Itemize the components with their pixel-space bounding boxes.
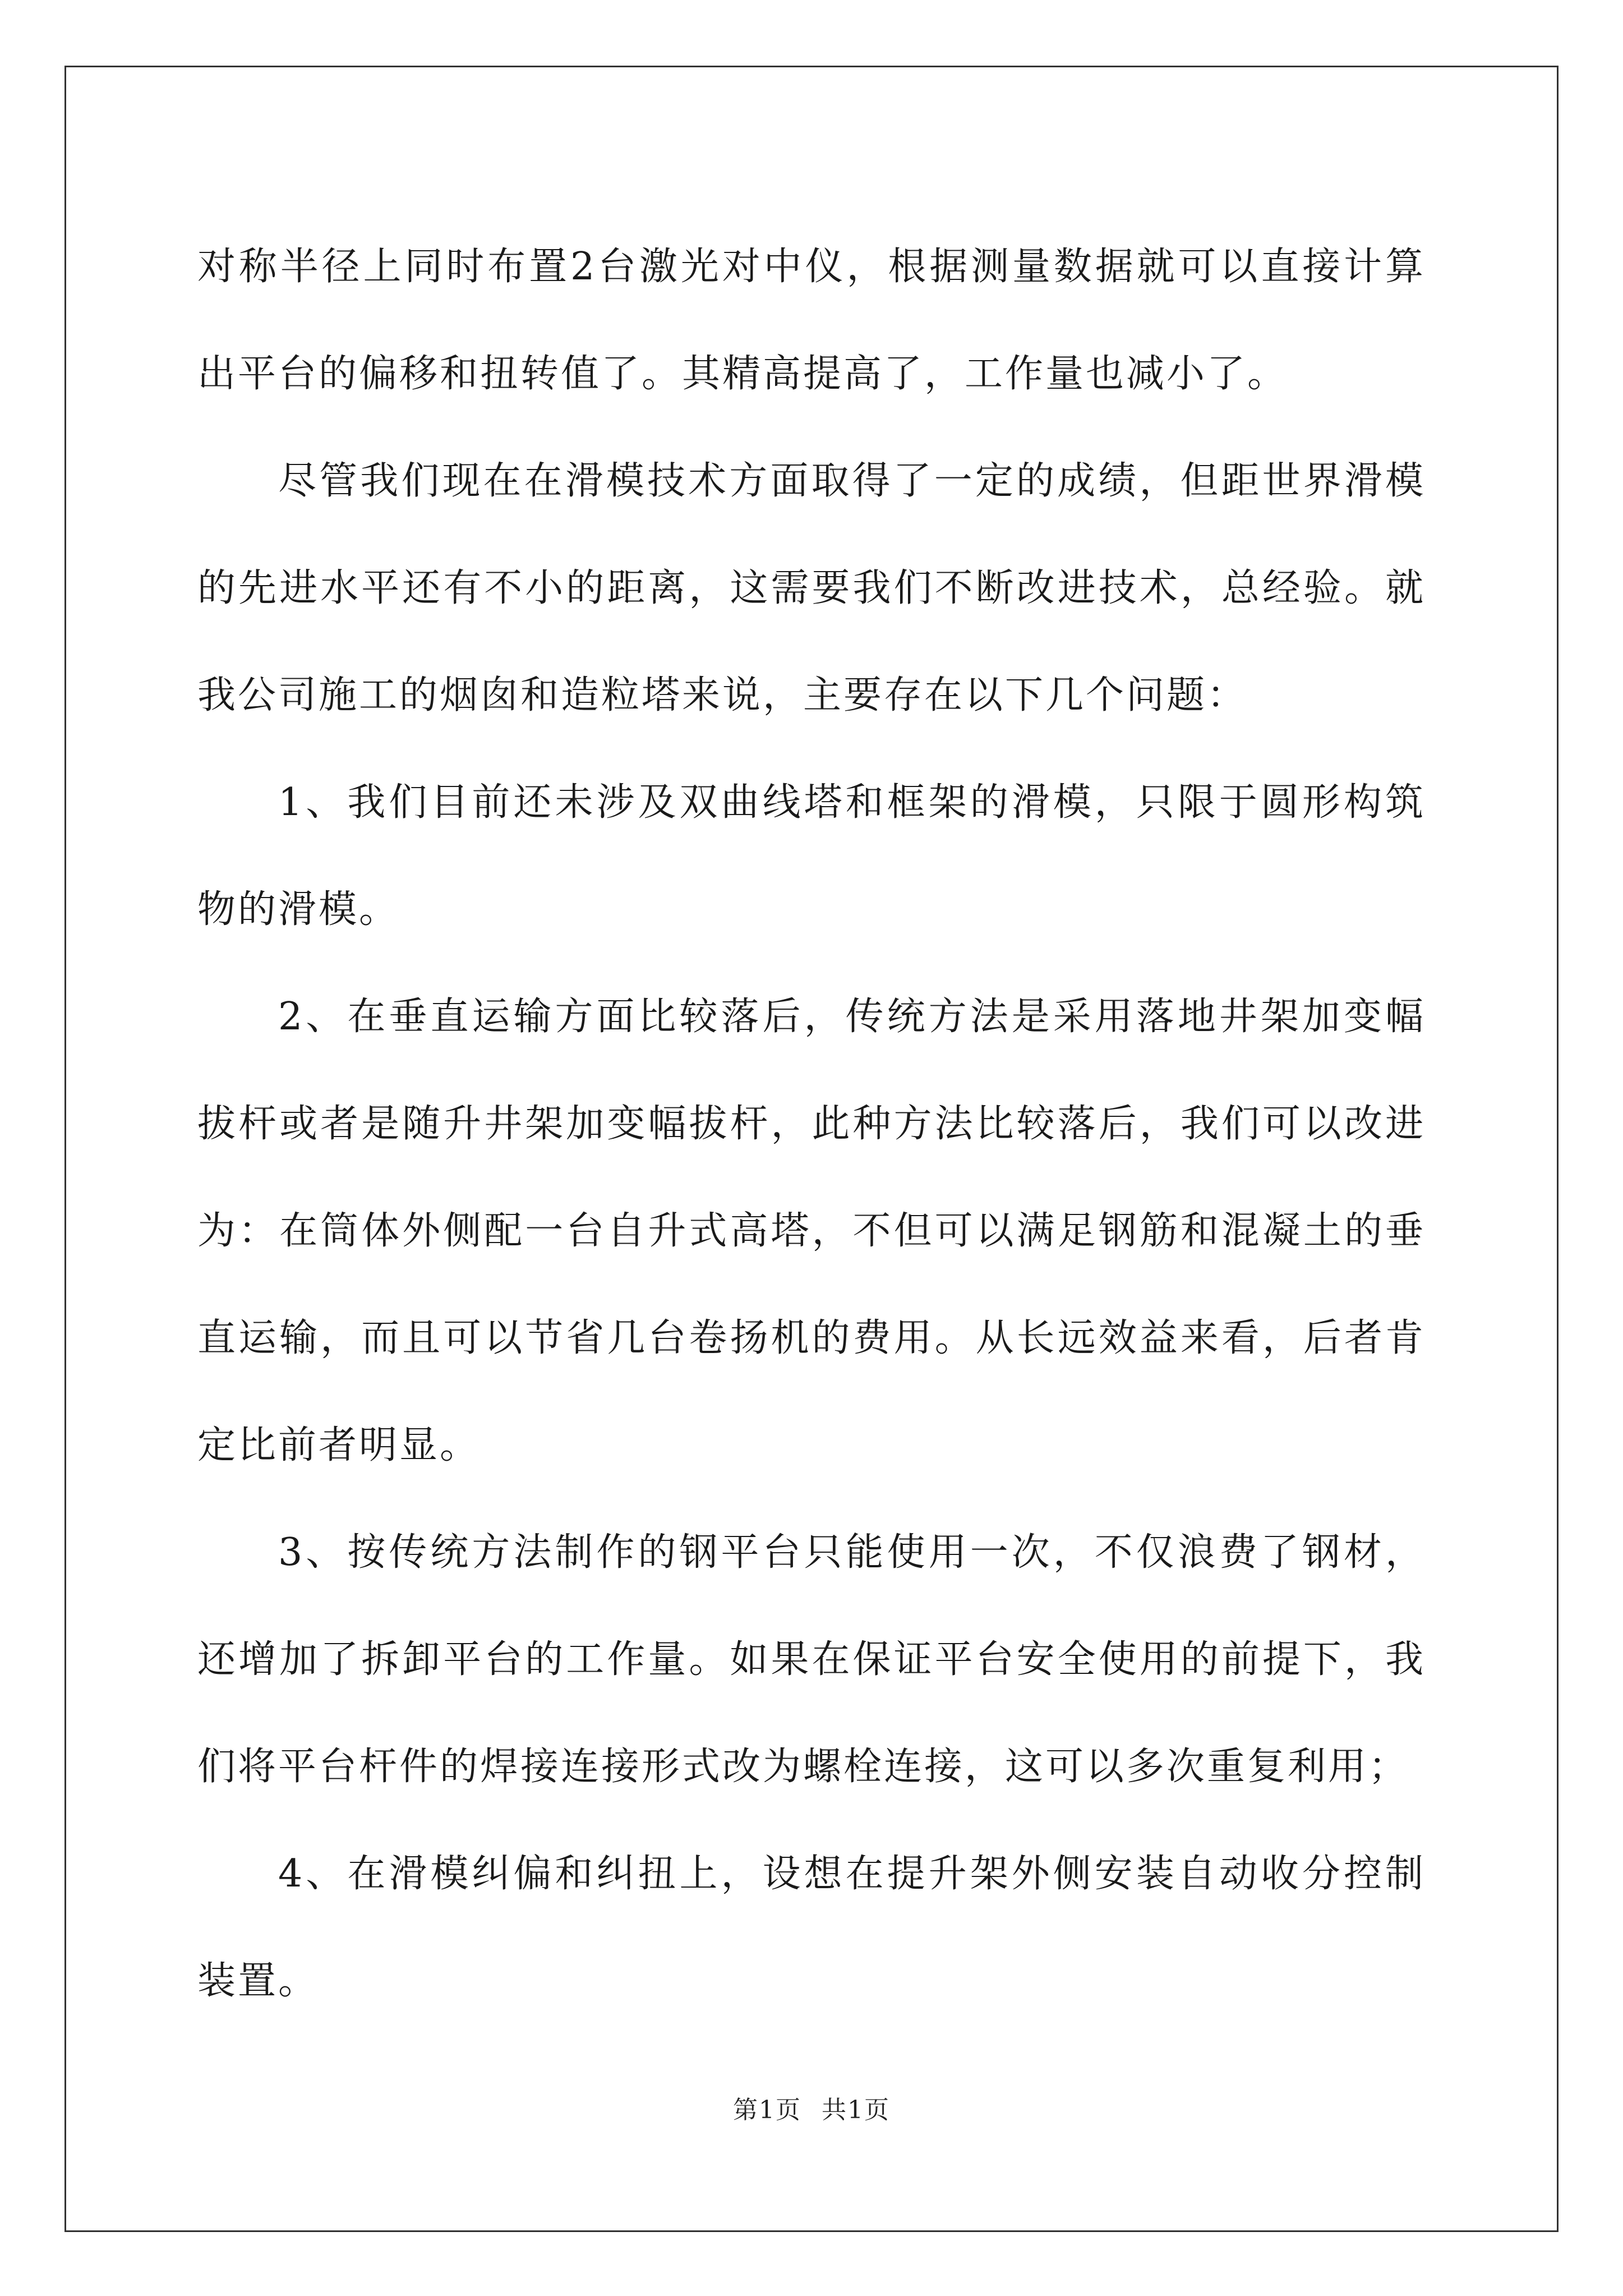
paragraph-intro: 尽管我们现在在滑模技术方面取得了一定的成绩，但距世界滑模的先进水平还有不小的距离，这需要我们不断改进技术，总经验。就我公司施工的烟囱和造粒塔来说，主要存在以下几个问题：: [197, 459, 1426, 717]
document-body: [197, 213, 1426, 2035]
page-number: 第1页: [733, 2096, 801, 2124]
page-footer: [0, 2090, 1623, 2125]
paragraph-item-1: 1、我们目前还未涉及双曲线塔和框架的滑模，只限于圆形构筑物的滑模。: [197, 780, 1426, 932]
paragraph-continuation: 对称半径上同时布置2台激光对中仪，根据测量数据就可以直接计算出平台的偏移和扭转值了。其精高提高了，工作量也减小了。: [197, 245, 1426, 396]
paragraph-item-4: 4、在滑模纠偏和纠扭上，设想在提升架外侧安装自动收分控制装置。: [197, 1852, 1426, 2003]
page-count: 共1页: [822, 2096, 890, 2124]
paragraph-item-3: 3、按传统方法制作的钢平台只能使用一次，不仅浪费了钢材，还增加了拆卸平台的工作量。如果在保证平台安全使用的前提下，我们将平台杆件的焊接连接形式改为螺栓连接，这可以多次重复利用；: [197, 1530, 1426, 1789]
paragraph-item-2: 2、在垂直运输方面比较落后，传统方法是采用落地井架加变幅拔杆或者是随升井架加变幅拔杆，此种方法比较落后，我们可以改进为：在筒体外侧配一台自升式高塔，不但可以满足钢筋和混凝土的垂直运输，而且可以节省几台卷扬机的费用。从长远效益来看，后者肯定比前者明显。: [197, 995, 1426, 1467]
